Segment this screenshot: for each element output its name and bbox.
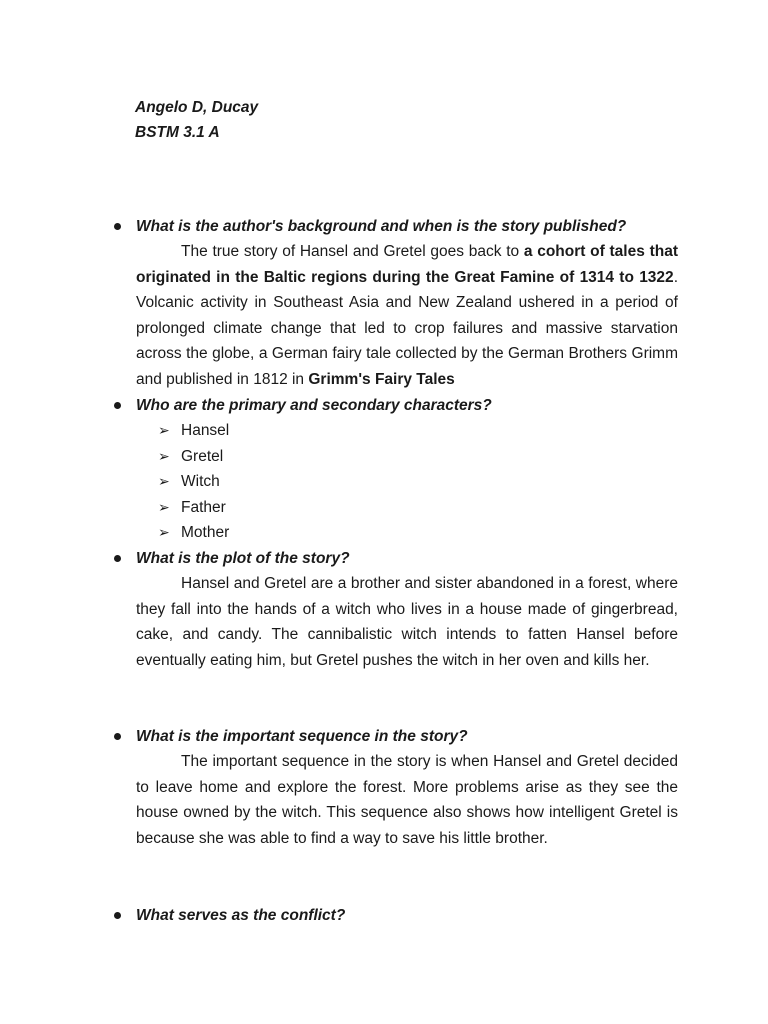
section-characters: [112, 393, 678, 546]
bullet-icon: [114, 223, 121, 230]
answer-paragraph: The true story of Hansel and Gretel goes back to a cohort of tales that originated in the Baltic regions during the Great Famine of 1314 to 1322. Volcanic activity in Southeast Asia and New Zealand ushered in a period of prolonged climate change that led to crop failures and massive starvation across the globe, a German fairy tale collected by the German Brothers Grimm and published in 1812 in Grimm's Fairy Tales: [136, 243, 678, 388]
section-plot: [112, 546, 678, 673]
bullet-icon: [114, 912, 121, 919]
author-name: Angelo D, Ducay: [135, 99, 259, 116]
character-list: [112, 418, 678, 546]
bullet-icon: [114, 733, 121, 740]
arrow-bullet-icon: ➢: [158, 498, 170, 515]
question-heading: What is the important sequence in the story?: [112, 724, 678, 749]
list-item: ➢ Father: [158, 495, 678, 521]
section-conflict: [112, 903, 678, 928]
arrow-bullet-icon: ➢: [158, 447, 170, 464]
list-item: ➢ Witch: [158, 469, 678, 495]
section-important-sequence: [112, 724, 678, 851]
arrow-bullet-icon: ➢: [158, 524, 170, 540]
question-heading: What serves as the conflict?: [112, 903, 678, 928]
list-item: ➢ Hansel: [158, 418, 678, 444]
bullet-icon: [114, 402, 121, 409]
arrow-bullet-icon: ➢: [158, 422, 170, 438]
class-section: BSTM 3.1 A: [135, 124, 220, 141]
list-item: ➢ Gretel: [158, 444, 678, 470]
document-header: [135, 95, 258, 145]
bullet-icon: [114, 555, 121, 562]
bold-phrase: a cohort of tales that originated in the Baltic regions during the Great Famine of 1314 to 1322: [136, 243, 678, 286]
answer-paragraph: Hansel and Gretel are a brother and sister abandoned in a forest, where they fall into the hands of a witch who lives in a house made of gingerbread, cake, and candy. The cannibalistic witch intends to fatten Hansel before eventually eating him, but Gretel pushes the witch in her oven and kills her.: [136, 575, 678, 669]
list-item: ➢ Mother: [158, 520, 678, 546]
arrow-bullet-icon: ➢: [158, 473, 170, 489]
question-heading: What is the plot of the story?: [112, 546, 678, 571]
question-heading: Who are the primary and secondary characters?: [112, 393, 678, 418]
section-author-background: [112, 214, 678, 392]
answer-paragraph: The important sequence in the story is when Hansel and Gretel decided to leave home and explore the forest. More problems arise as they see the house owned by the witch. This sequence also shows how intelligent Gretel is because she was able to find a way to save his little brother.: [136, 753, 678, 847]
bold-title: Grimm's Fairy Tales: [308, 370, 455, 388]
question-heading: What is the author's background and when is the story published?: [112, 214, 678, 239]
